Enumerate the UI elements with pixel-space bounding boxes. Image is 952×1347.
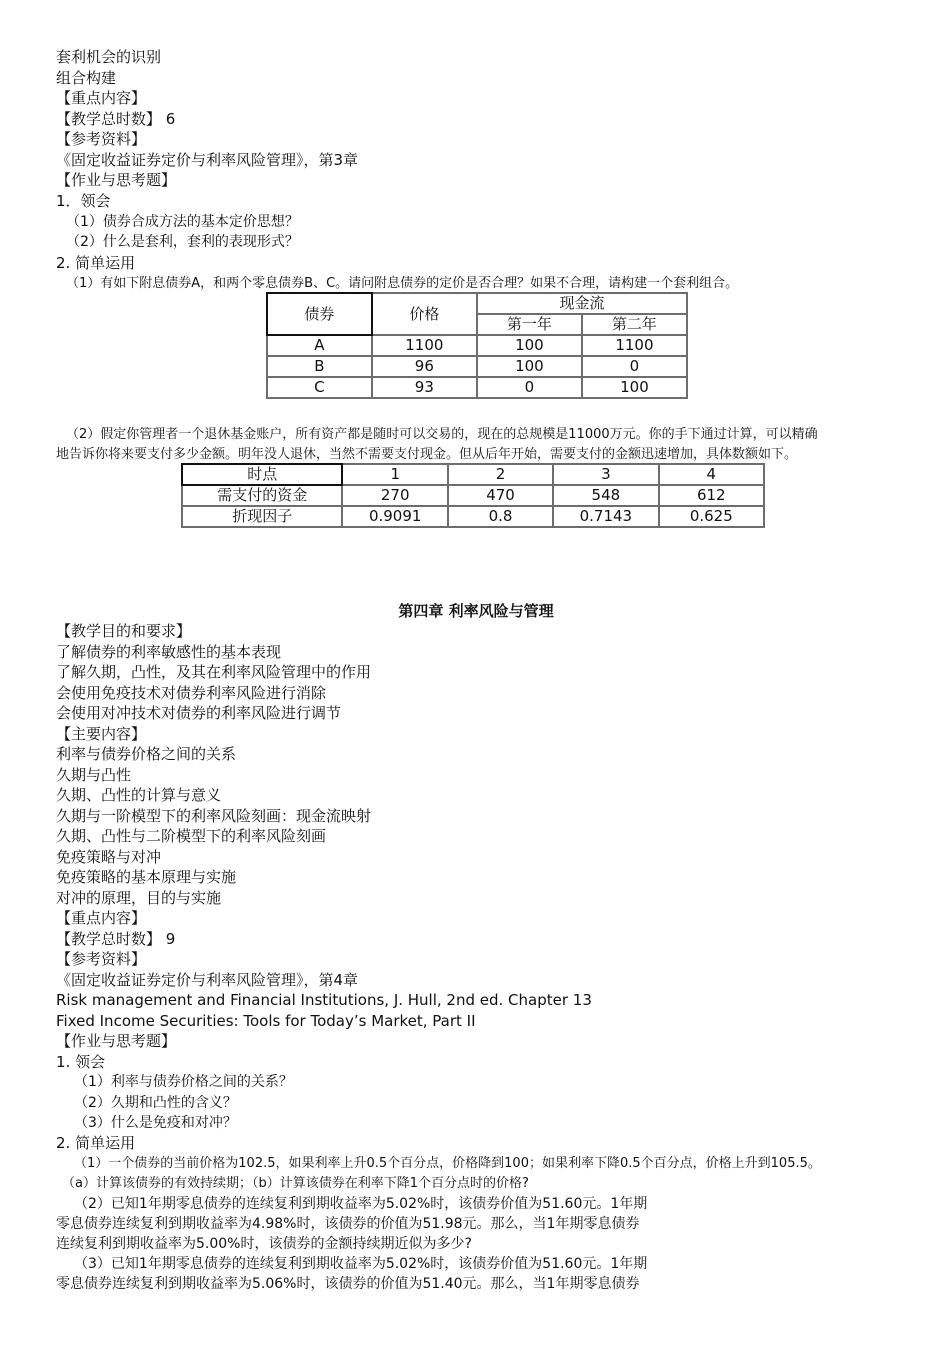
table-header: 时点 xyxy=(182,464,342,485)
table-cell: 1100 xyxy=(582,335,687,356)
table-cell: A xyxy=(267,335,372,356)
question-item: （3）什么是免疫和对冲？ xyxy=(74,1115,237,1131)
text-line: 对冲的原理，目的与实施 xyxy=(56,889,222,907)
table-cell: 470 xyxy=(448,485,553,506)
section-heading: 【作业与思考题】 xyxy=(56,1032,177,1050)
table-header: 4 xyxy=(659,464,764,485)
text-line: 了解久期，凸性，及其在利率风险管理中的作用 xyxy=(56,663,372,681)
section-heading: 【教学总时数】 9 xyxy=(56,930,176,948)
table-cell: C xyxy=(267,377,372,398)
section-heading: 【重点内容】 xyxy=(56,909,147,927)
table-cell: 0.8 xyxy=(448,506,553,527)
question-item: （1）一个债券的当前价格为102.5，如果利率上升0.5个百分点，价格降到100；如果利率下降0.5个百分点，价格上升到105.5。 xyxy=(74,1156,821,1171)
section-heading: 【参考资料】 xyxy=(56,130,147,148)
table-cell: 100 xyxy=(477,335,582,356)
table-row xyxy=(267,377,687,398)
section-heading: 【参考资料】 xyxy=(56,950,147,968)
question-item-continued: 零息债券连续复利到期收益率为5.06%时，该债券的价值为51.40元。那么，当1年期零息债券 xyxy=(56,1276,640,1292)
table-header: 第一年 xyxy=(477,314,582,335)
text-line: 久期、凸性与二阶模型下的利率风险刻画 xyxy=(56,827,327,845)
table-cell: 270 xyxy=(342,485,447,506)
section-heading: 【教学目的和要求】 xyxy=(56,622,192,640)
table-row xyxy=(182,506,764,527)
question-item: （2）什么是套利，套利的表现形式？ xyxy=(66,234,299,250)
question-item-continued: 连续复利到期收益率为5.00%时，该债券的金额持续期近似为多少? xyxy=(56,1236,472,1252)
section-heading: 【教学总时数】 6 xyxy=(56,110,176,128)
question-item: （2）久期和凸性的含义？ xyxy=(74,1095,237,1111)
table-row xyxy=(267,335,687,356)
text-line: 利率与债券价格之间的关系 xyxy=(56,745,237,763)
table-header: 3 xyxy=(553,464,658,485)
question-group-label: 1. 领会 xyxy=(56,1053,106,1071)
question-item: （1）债券合成方法的基本定价思想？ xyxy=(66,214,299,230)
payment-schedule-table xyxy=(181,463,765,528)
table-cell: 0 xyxy=(582,356,687,377)
question-item: （a）计算该债券的有效持续期；（b）计算该债券在利率下降1个百分点时的价格? xyxy=(62,1176,529,1191)
section-heading: 【重点内容】 xyxy=(56,89,147,107)
reference-line: Fixed Income Securities: Tools for Today’s Market, Part II xyxy=(56,1012,476,1030)
question-item-continued: 零息债券连续复利到期收益率为4.98%时，该债券的价值为51.98元。那么，当1年期零息债券 xyxy=(56,1216,640,1232)
text-line: 组合构建 xyxy=(56,69,117,87)
table-cell: 需支付的资金 xyxy=(182,485,342,506)
table-cell: 0.9091 xyxy=(342,506,447,527)
table-row xyxy=(182,485,764,506)
reference-line: 《固定收益证券定价与利率风险管理》，第3章 xyxy=(56,151,359,169)
table-header: 债券 xyxy=(267,293,372,335)
question-group-label: 2. 简单运用 xyxy=(56,1134,136,1152)
text-line: 会使用免疫技术对债券利率风险进行消除 xyxy=(56,684,327,702)
table-row xyxy=(267,356,687,377)
table-header-row xyxy=(182,464,764,485)
table-cell: 折现因子 xyxy=(182,506,342,527)
table-cell: 612 xyxy=(659,485,764,506)
table-header: 第二年 xyxy=(582,314,687,335)
question-item: （2）已知1年期零息债券的连续复利到期收益率为5.02%时，该债券价值为51.60元。1年期 xyxy=(74,1196,648,1212)
table-header: 现金流 xyxy=(477,293,687,314)
section-heading: 【主要内容】 xyxy=(56,725,147,743)
table-header: 1 xyxy=(342,464,447,485)
text-line: 会使用对冲技术对债券的利率风险进行调节 xyxy=(56,704,342,722)
chapter-title: 第四章 利率风险与管理 xyxy=(398,602,554,620)
table-cell: 100 xyxy=(477,356,582,377)
table-cell: 0 xyxy=(477,377,582,398)
question-item: （2）假定你管理者一个退休基金账户，所有资产都是随时可以交易的，现在的总规模是11000万元。你的手下通过计算，可以精确 xyxy=(66,427,818,442)
question-group-label: 2. 简单运用 xyxy=(56,254,136,272)
bond-cashflow-table xyxy=(266,292,688,399)
section-heading: 【作业与思考题】 xyxy=(56,171,177,189)
question-group-label: 1．领会 xyxy=(56,192,111,210)
table-cell: 548 xyxy=(553,485,658,506)
text-line: 久期与凸性 xyxy=(56,766,132,784)
question-item: （1）有如下附息债券A，和两个零息债券B、C。请问附息债券的定价是否合理？如果不合理，请构建一个套利组合。 xyxy=(66,276,739,291)
question-item: （1）利率与债券价格之间的关系？ xyxy=(74,1074,293,1090)
table-cell: 100 xyxy=(582,377,687,398)
text-line: 了解债券的利率敏感性的基本表现 xyxy=(56,643,282,661)
text-line: 久期、凸性的计算与意义 xyxy=(56,786,222,804)
table-cell: 1100 xyxy=(372,335,477,356)
table-header: 2 xyxy=(448,464,553,485)
table-cell: B xyxy=(267,356,372,377)
text-line: 免疫策略的基本原理与实施 xyxy=(56,868,237,886)
table-cell: 96 xyxy=(372,356,477,377)
table-cell: 0.7143 xyxy=(553,506,658,527)
table-cell: 93 xyxy=(372,377,477,398)
table-header: 价格 xyxy=(372,293,477,335)
question-item: （3）已知1年期零息债券的连续复利到期收益率为5.02%时，该债券价值为51.60元。1年期 xyxy=(74,1256,648,1272)
question-item-continued: 地告诉你将来要支付多少金额。明年没人退休，当然不需要支付现金。但从后年开始，需要支付的金额迅速增加，具体数额如下。 xyxy=(56,447,798,462)
text-line: 套利机会的识别 xyxy=(56,48,162,66)
text-line: 久期与一阶模型下的利率风险刻画：现金流映射 xyxy=(56,807,372,825)
text-line: 免疫策略与对冲 xyxy=(56,848,162,866)
reference-line: 《固定收益证券定价与利率风险管理》，第4章 xyxy=(56,971,359,989)
reference-line: Risk management and Financial Institutions, J. Hull, 2nd ed. Chapter 13 xyxy=(56,991,592,1009)
table-cell: 0.625 xyxy=(659,506,764,527)
